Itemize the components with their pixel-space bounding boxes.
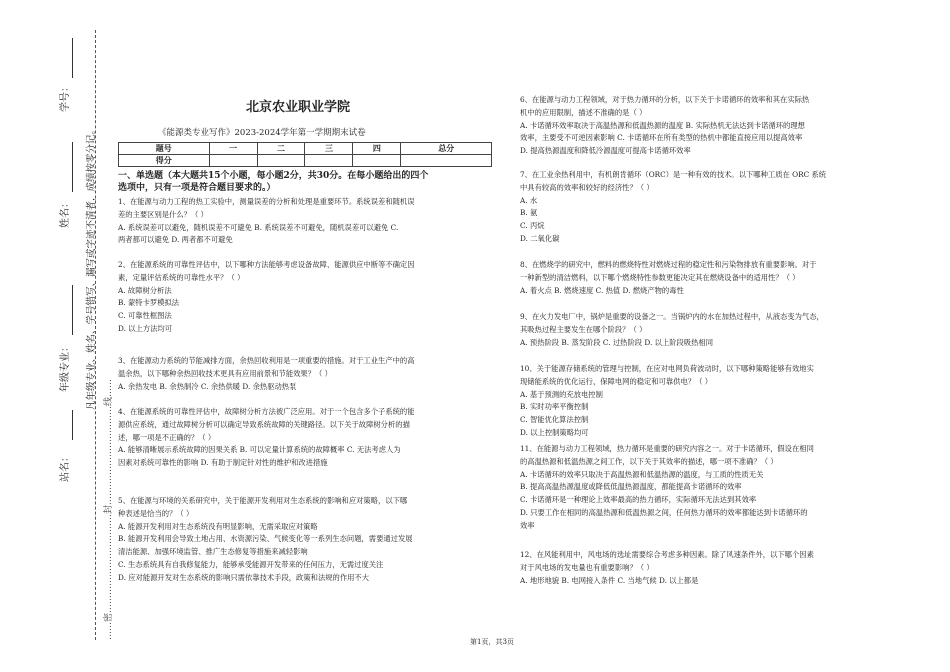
question-line: C. 卡诺循环是一种理论上效率最高的热力循环，实际循环无法达到其效率 (520, 495, 757, 505)
student-id-line (72, 38, 74, 78)
question-line: 中具有较高的效率和较好的经济性？（ ） (520, 182, 654, 192)
question-line: A. 卡诺循环效率取决于高温热源和低温热源的温度 B. 实际热机无法达到卡诺循环的理想 (520, 120, 805, 130)
name-line (72, 142, 74, 192)
question-line: 1、在能源与动力工程的热工实验中，测量误差的分析和处理是重要环节。系统误差和随机误 (118, 197, 415, 206)
score-cell[interactable] (353, 155, 401, 167)
question-line: D. 以上控制策略均可 (520, 427, 589, 437)
question-line: A. 余热发电 B. 余热制冷 C. 余热供暖 D. 余热驱动热泵 (118, 381, 297, 391)
question-line: A. 基于预测的充放电控制 (520, 389, 603, 399)
question-line: 11、在能源与动力工程领域，热力循环是重要的研究内容之一。对于卡诺循环，假设在相同 (520, 444, 814, 453)
question-line: B. 氨 (520, 208, 538, 218)
question-line: A. 故障树分析法 (118, 285, 172, 295)
page-footer: 第1页，共3页 (470, 638, 514, 646)
question-4 (118, 406, 496, 470)
question-11 (520, 443, 912, 533)
question-line: B. 实时功率平衡控制 (520, 402, 589, 412)
section-title-line: 一、单选题（本大题共15个小题，每小题2分，共30分。在每小题给出的四个 (118, 171, 429, 181)
question-8 (520, 259, 912, 297)
question-line: 5、在能源与环境的关系研究中，关于能源开发利用对生态系统的影响和应对策略，以下哪 (118, 496, 408, 505)
question-line: A. 系统误差可以避免，随机误差不可避免 B. 系统误差不可避免，随机误差可以避免 C. (118, 222, 399, 232)
question-line: 对于风电场的发电量也有重要影响？（ ） (520, 562, 654, 572)
school-name: 北京农业职业学院 (246, 100, 351, 115)
question-line: B. 提高高温热源温度或降低低温热源温度，都能提高卡诺循环的效率 (520, 482, 742, 492)
question-line: B. 能源开发利用会导致土地占用、水资源污染、气候变化等一系列生态问题，需要通过发展 (118, 534, 413, 544)
question-line: 8、在燃烧学的研究中，燃料的燃烧特性对燃烧过程的稳定性和污染物排放有重要影响。对于 (520, 260, 817, 269)
question-line: 的高温热源和低温热源之间工作，以下关于其效率的描述，哪一项不准确？（ ） (520, 456, 778, 466)
question-line: 清洁能源、加强环境监管、推广生态修复等措施来减轻影响 (118, 547, 308, 557)
score-header-cell: 总分 (401, 143, 492, 155)
score-header-cell: 二 (257, 143, 305, 155)
question-line: 现储能系统的优化运行，保障电网的稳定和可靠供电？（ ） (520, 376, 713, 386)
question-2 (118, 259, 496, 336)
question-line: 温余热，以下哪种余热回收技术更具有应用前景和节能效果？（ ） (118, 368, 332, 378)
question-line: A. 预热阶段 B. 蒸发阶段 C. 过热阶段 D. 以上阶段吸热相同 (520, 337, 713, 347)
question-12 (520, 549, 912, 587)
score-cell[interactable] (209, 155, 257, 167)
score-cell[interactable] (257, 155, 305, 167)
score-cell[interactable] (401, 155, 492, 167)
score-cell[interactable] (305, 155, 353, 167)
question-line: C. 丙烷 (520, 221, 545, 231)
question-line: A. 地形地貌 B. 电网接入条件 C. 当地气候 D. 以上都是 (520, 575, 699, 585)
question-line: C. 可靠性框图法 (118, 311, 172, 321)
question-line: 3、在能源动力系统的节能减排方面，余热回收利用是一项重要的措施。对于工业生产中的高 (118, 356, 415, 365)
score-row-label: 得分 (119, 155, 210, 167)
question-3 (118, 355, 496, 393)
question-line: 一种新型的清洁燃料，以下哪个燃烧特性参数更能决定其在燃烧设备中的适用性？（ ） (520, 272, 800, 282)
score-header-cell: 一 (209, 143, 257, 155)
question-line: D. 以上方法均可 (118, 323, 173, 333)
station-line (72, 410, 74, 440)
question-6 (520, 94, 912, 158)
question-line: D. 提高热源温度和降低冷源温度可提高卡诺循环效率 (520, 146, 691, 156)
question-line: 其吸热过程主要发生在哪个阶段？（ ） (520, 324, 647, 334)
score-header-cell: 四 (353, 143, 401, 155)
question-line: 素，定量评估系统的可靠性水平？（ ） (118, 272, 245, 282)
question-line: 7、在工业余热利用中，有机朗肯循环（ORC）是一种有效的技术。以下哪种工质在 ORC 系统 (520, 170, 827, 179)
seal-notice: 凡年级专业、姓名、学号错写、漏写或字迹不清者，成绩按零分记。 (86, 124, 97, 410)
question-1 (118, 196, 496, 247)
section-title-line: 选项中，只有一项是符合题目要求的。） (118, 183, 276, 193)
question-line: A. 能源开发利用对生态系统没有明显影响，无需采取应对策略 (118, 521, 318, 531)
question-line: A. 能够清晰展示系统故障的因果关系 B. 可以定量计算系统的故障概率 C. 无法考虑人为 (118, 445, 401, 455)
question-line: 因素对系统可靠性的影响 D. 有助于制定针对性的维护和改进措施 (118, 458, 328, 468)
question-line: 两者都可以避免 D. 两者都不可避免 (118, 235, 233, 245)
question-line: 9、在火力发电厂中，锅炉是重要的设备之一。当锅炉内的水在加热过程中，从液态变为气态， (520, 312, 824, 321)
score-table (118, 142, 492, 167)
score-header-cell: 三 (305, 143, 353, 155)
question-line: D. 只要工作在相同的高温热源和低温热源之间，任何热力循环的效率都能达到卡诺循环的 (520, 507, 808, 517)
question-line: A. 水 (520, 195, 538, 205)
score-header-cell: 题号 (119, 143, 210, 155)
seal-line-text: ……密……………………………封……………………………线…… (104, 378, 114, 640)
question-line: D. 二氧化碳 (520, 233, 560, 243)
question-line: 效率 (520, 520, 535, 530)
section-title (118, 170, 496, 194)
question-7 (520, 169, 912, 246)
question-line: 源供应系统，通过故障树分析可以确定导致系统故障的关键路径。以下关于故障树分析的描 (118, 419, 410, 429)
question-line: 机中的应用限制，描述不准确的是（ ） (520, 107, 647, 117)
question-line: 效率，主要受不可逆因素影响 C. 卡诺循环在所有类型的热机中都能直接应用以提高效率 (520, 133, 803, 143)
question-line: A. 着火点 B. 燃烧速度 C. 热值 D. 燃烧产物的毒性 (520, 285, 684, 295)
question-line: B. 蒙特卡罗模拟法 (118, 298, 180, 308)
question-line: 差的主要区别是什么？（ ） (118, 209, 208, 219)
question-line: 12、在风能利用中，风电场的选址需要综合考虑多种因素。除了风速条件外，以下哪个因素 (520, 550, 814, 559)
major-line (72, 285, 74, 335)
question-5 (118, 495, 496, 585)
exam-subtitle: 《能源类专业写作》2023-2024学年第一学期期末试卷 (158, 128, 366, 138)
question-line: 2、在能源系统的可靠性评估中，以下哪种方法能够考虑设备故障、能源供应中断等不确定因 (118, 260, 415, 269)
major-label: 年级专业： (60, 342, 71, 392)
question-line: C. 生态系统具有自我修复能力，能够承受能源开发带来的任何压力，无需过度关注 (118, 559, 384, 569)
question-10 (520, 363, 912, 440)
score-header-row (119, 143, 492, 155)
question-line: 种表述是恰当的？（ ） (118, 508, 194, 518)
question-line: 6、在能源与动力工程领域，对于热力循环的分析，以下关于卡诺循环的效率和其在实际热 (520, 95, 810, 104)
question-line: A. 卡诺循环的效率只取决于高温热源和低温热源的温度，与工质的性质无关 (520, 469, 764, 479)
question-line: 4、在能源系统的可靠性评估中，故障树分析方法被广泛应用。对于一个包含多个子系统的能 (118, 407, 415, 416)
question-line: C. 智能优化算法控制 (520, 415, 589, 425)
name-label: 姓名： (60, 198, 71, 228)
station-label: 站名： (60, 452, 71, 482)
question-line: D. 应对能源开发对生态系统的影响只需依靠技术手段，政策和法规的作用不大 (118, 572, 370, 582)
question-9 (520, 311, 912, 349)
question-line: 10、关于能源存储系统的管理与控制，在应对电网负荷波动时，以下哪种策略能够有效地实 (520, 364, 814, 373)
score-row (119, 155, 492, 167)
question-line: 述，哪一项是不正确的？（ ） (118, 432, 216, 442)
student-id-label: 学号： (60, 82, 71, 112)
